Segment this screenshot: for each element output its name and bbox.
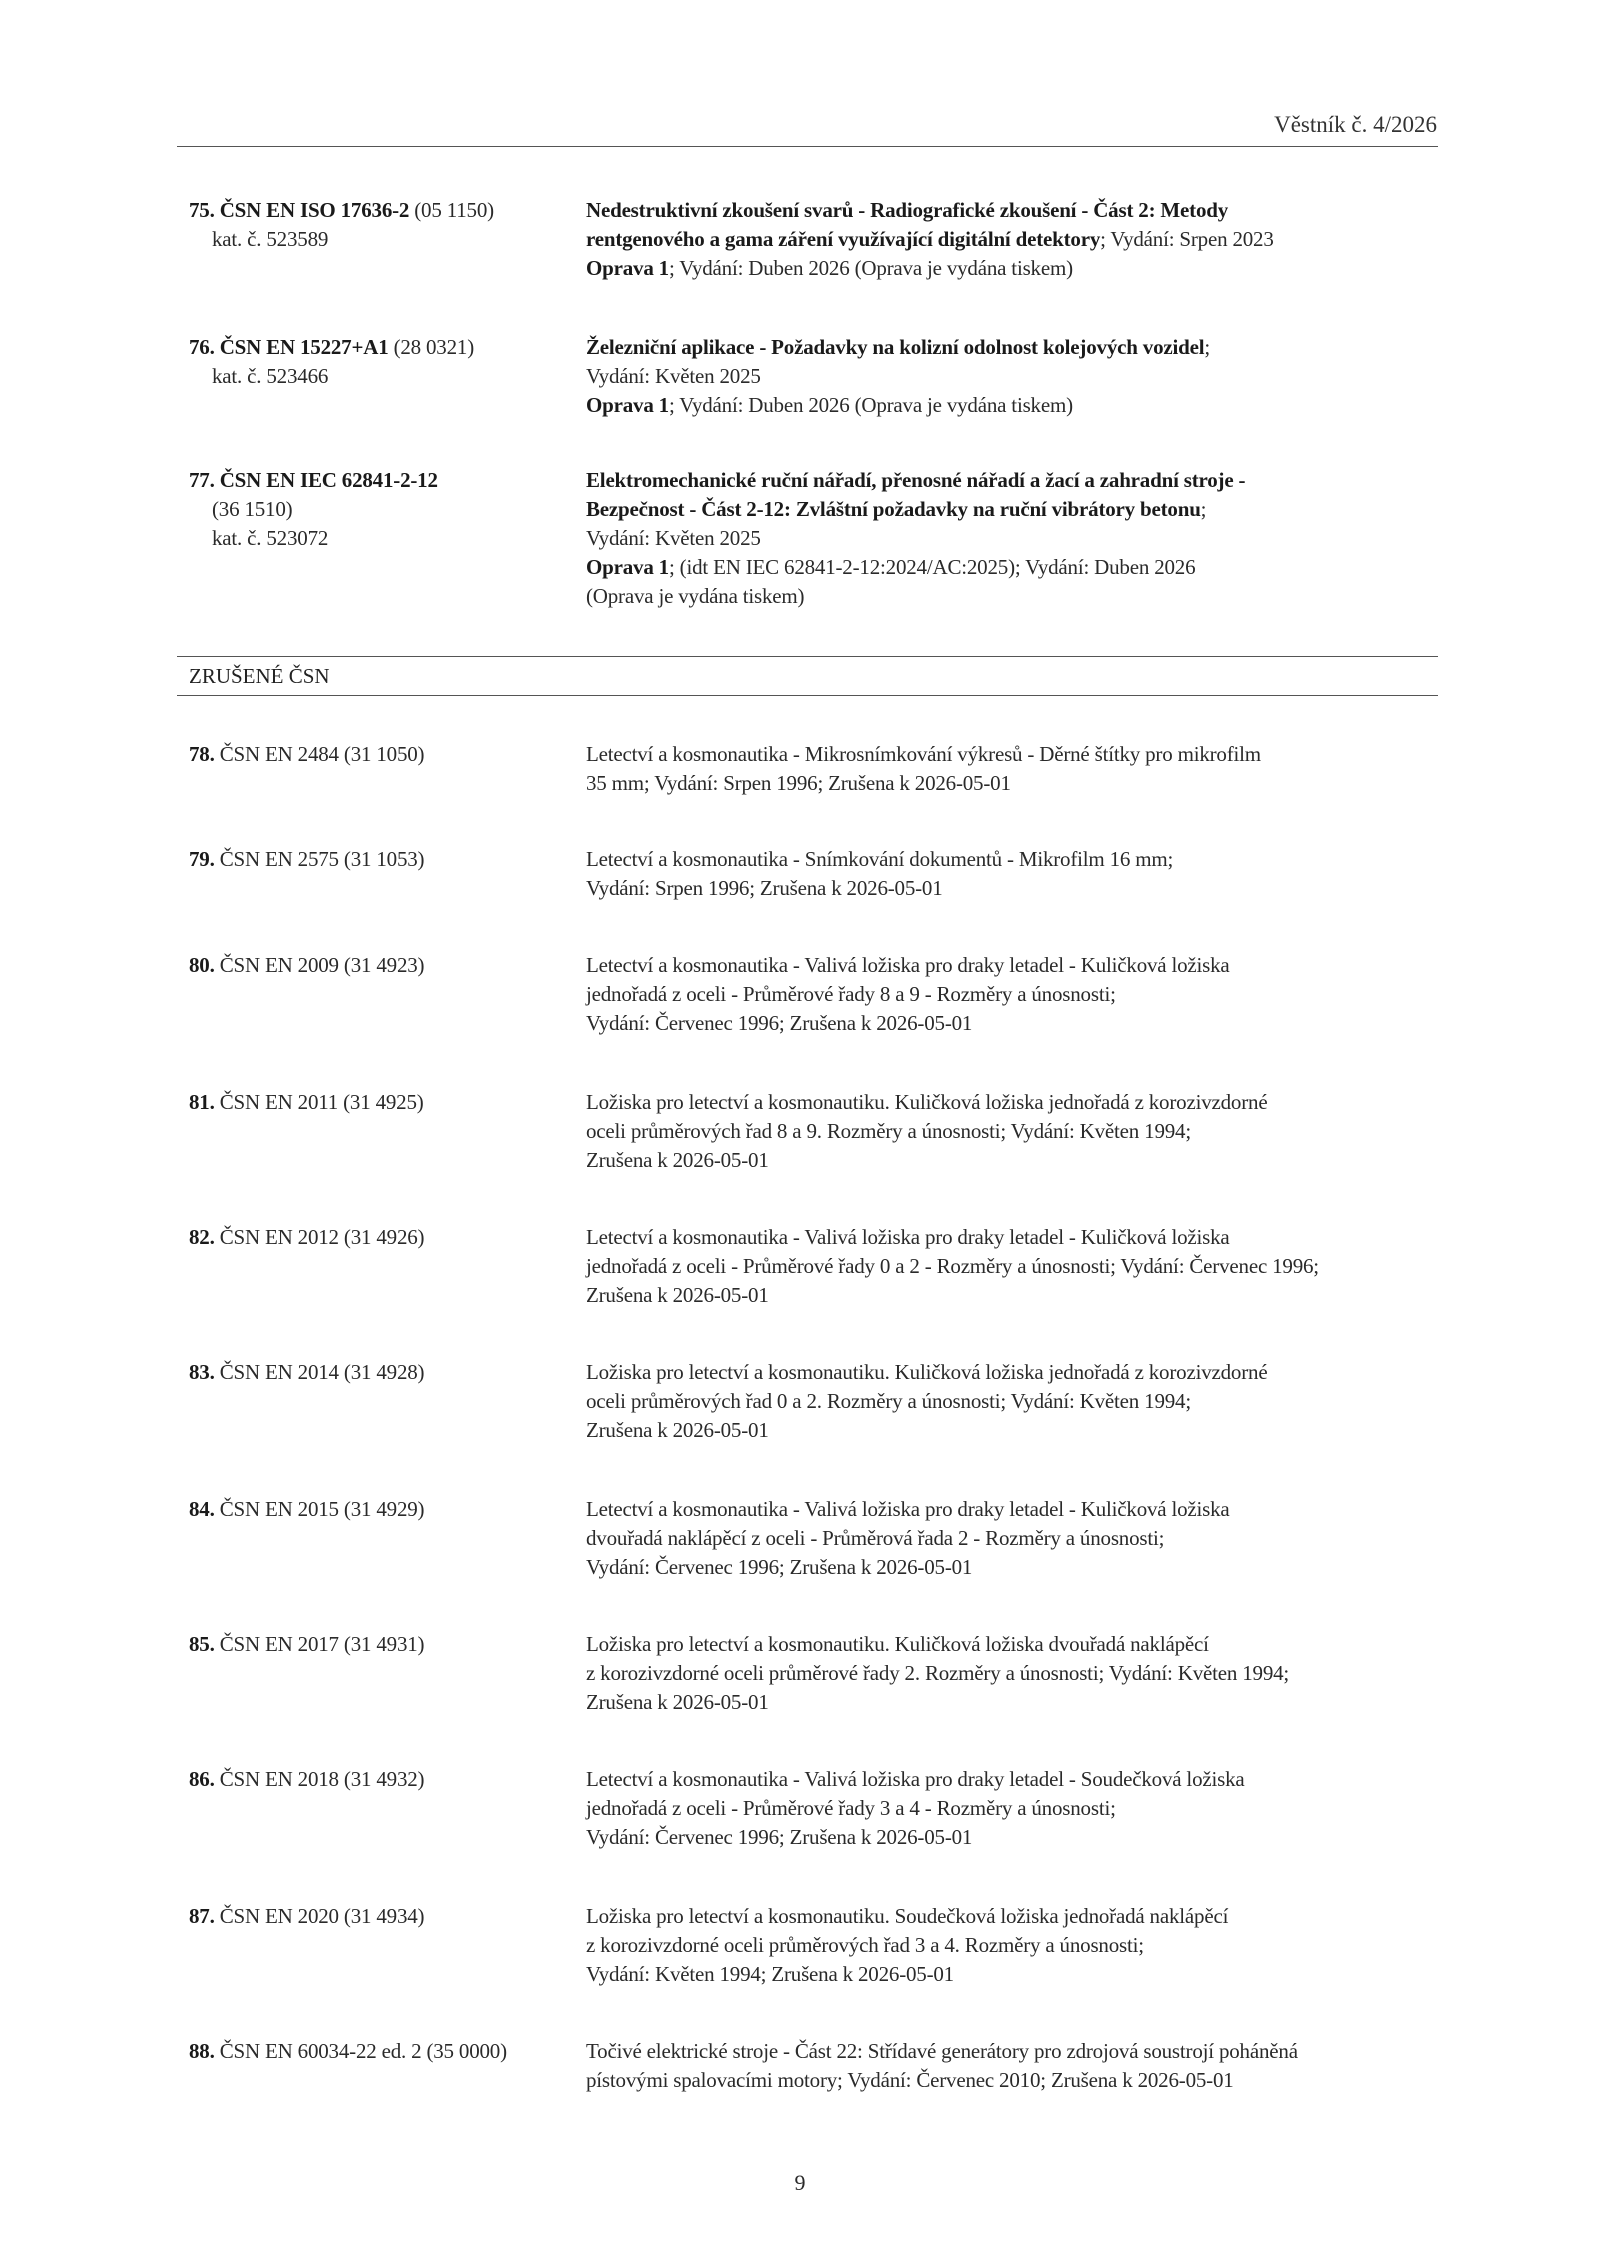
standard-description	[586, 1902, 1446, 1989]
description-line	[586, 1223, 1446, 1252]
description-line	[586, 1931, 1446, 1960]
bold-text: Nedestruktivní zkoušení svarů - Radiografické zkoušení - Část 2: Metody	[586, 198, 1229, 222]
text: ; Vydání: Duben 2026 (Oprava je vydána tiskem)	[669, 393, 1073, 417]
header-divider	[177, 146, 1438, 147]
description-line	[586, 254, 1446, 283]
text: Ložiska pro letectví a kosmonautiku. Kuličková ložiska jednořadá z korozivzdorné	[586, 1090, 1268, 1114]
description-line	[586, 1553, 1446, 1582]
text: ČSN EN 2009 (31 4923)	[214, 953, 425, 977]
standard-designation	[189, 1088, 579, 1117]
designation-line	[189, 524, 579, 553]
standard-description	[586, 740, 1446, 798]
text: ČSN EN 2020 (31 4934)	[214, 1904, 425, 1928]
designation-line	[189, 1223, 579, 1252]
text: Vydání: Květen 1994; Zrušena k 2026-05-01	[586, 1962, 954, 1986]
bold-text: 83.	[189, 1360, 215, 1384]
text: Vydání: Červenec 1996; Zrušena k 2026-05-01	[586, 1555, 973, 1579]
section-divider-top	[177, 656, 1438, 657]
standard-designation	[189, 951, 579, 980]
description-line	[586, 980, 1446, 1009]
description-line	[586, 196, 1446, 225]
text: ČSN EN 2484 (31 1050)	[214, 742, 425, 766]
standard-description	[586, 1765, 1446, 1852]
bold-text: 80.	[189, 953, 215, 977]
text: jednořadá z oceli - Průměrové řady 0 a 2 - Rozměry a únosnosti; Vydání: Červenec 1996;	[586, 1254, 1319, 1278]
text: Letectví a kosmonautika - Valivá ložiska pro draky letadel - Kuličková ložiska	[586, 953, 1230, 977]
description-line	[586, 1009, 1446, 1038]
standard-designation	[189, 1902, 579, 1931]
designation-line	[189, 1765, 579, 1794]
text: Zrušena k 2026-05-01	[586, 1148, 769, 1172]
description-line	[586, 1416, 1446, 1445]
standard-designation	[189, 1223, 579, 1252]
text: 35 mm; Vydání: Srpen 1996; Zrušena k 2026-05-01	[586, 771, 1011, 795]
text: Letectví a kosmonautika - Snímkování dokumentů - Mikrofilm 16 mm;	[586, 847, 1174, 871]
bold-text: Oprava 1	[586, 555, 669, 579]
standard-description	[586, 1630, 1446, 1717]
designation-line	[189, 196, 579, 225]
description-line	[586, 333, 1446, 362]
bold-text: 75. ČSN EN ISO 17636-2	[189, 198, 410, 222]
designation-line	[189, 466, 579, 495]
text: Vydání: Květen 2025	[586, 364, 761, 388]
standard-description	[586, 2037, 1446, 2095]
text: oceli průměrových řad 8 a 9. Rozměry a únosnosti; Vydání: Květen 1994;	[586, 1119, 1191, 1143]
bold-text: 79.	[189, 847, 215, 871]
description-line	[586, 553, 1446, 582]
description-line	[586, 1794, 1446, 1823]
standard-description	[586, 466, 1446, 611]
standard-description	[586, 845, 1446, 903]
description-line	[586, 1688, 1446, 1717]
text: dvouřadá naklápěcí z oceli - Průměrová řada 2 - Rozměry a únosnosti;	[586, 1526, 1165, 1550]
description-line	[586, 466, 1446, 495]
description-line	[586, 845, 1446, 874]
description-line	[586, 582, 1446, 611]
page-number: 9	[794, 2170, 806, 2195]
description-line	[586, 769, 1446, 798]
text: ČSN EN 2015 (31 4929)	[214, 1497, 425, 1521]
designation-line	[189, 845, 579, 874]
bold-text: Železniční aplikace - Požadavky na kolizní odolnost kolejových vozidel	[586, 335, 1205, 359]
description-line	[586, 1659, 1446, 1688]
bold-text: Bezpečnost - Část 2-12: Zvláštní požadavky na ruční vibrátory betonu	[586, 497, 1201, 521]
description-line	[586, 1387, 1446, 1416]
description-line	[586, 1630, 1446, 1659]
bold-text: 88.	[189, 2039, 215, 2063]
text: kat. č. 523466	[212, 364, 329, 388]
description-line	[586, 1902, 1446, 1931]
bold-text: Elektromechanické ruční nářadí, přenosné nářadí a žací a zahradní stroje -	[586, 468, 1246, 492]
description-line	[586, 951, 1446, 980]
bold-text: 86.	[189, 1767, 215, 1791]
standard-designation	[189, 1358, 579, 1387]
standard-description	[586, 951, 1446, 1038]
text: Letectví a kosmonautika - Valivá ložiska pro draky letadel - Soudečková ložiska	[586, 1767, 1245, 1791]
standard-description	[586, 1495, 1446, 1582]
designation-line	[189, 1358, 579, 1387]
bold-text: 78.	[189, 742, 215, 766]
text: Vydání: Červenec 1996; Zrušena k 2026-05-01	[586, 1011, 973, 1035]
description-line	[586, 524, 1446, 553]
text: ;	[1200, 497, 1207, 521]
designation-line	[189, 1902, 579, 1931]
text: oceli průměrových řad 0 a 2. Rozměry a únosnosti; Vydání: Květen 1994;	[586, 1389, 1191, 1413]
designation-line	[189, 1630, 579, 1659]
standard-designation	[189, 1765, 579, 1794]
text: pístovými spalovacími motory; Vydání: Červenec 2010; Zrušena k 2026-05-01	[586, 2068, 1234, 2092]
text: jednořadá z oceli - Průměrové řady 8 a 9 - Rozměry a únosnosti;	[586, 982, 1116, 1006]
text: Ložiska pro letectví a kosmonautiku. Soudečková ložiska jednořadá naklápěcí	[586, 1904, 1229, 1928]
bold-text: Oprava 1	[586, 256, 669, 280]
designation-line	[189, 333, 579, 362]
standard-designation	[189, 1630, 579, 1659]
description-line	[586, 1358, 1446, 1387]
bold-text: rentgenového a gama záření využívající digitální detektory	[586, 227, 1101, 251]
standard-designation	[189, 1495, 579, 1524]
description-line	[586, 1252, 1446, 1281]
text: ;	[1204, 335, 1210, 359]
standard-designation	[189, 466, 579, 553]
text: Vydání: Květen 2025	[586, 526, 761, 550]
text: Zrušena k 2026-05-01	[586, 1690, 769, 1714]
text: z korozivzdorné oceli průměrové řady 2. Rozměry a únosnosti; Vydání: Květen 1994;	[586, 1661, 1290, 1685]
description-line	[586, 1495, 1446, 1524]
designation-line	[189, 1088, 579, 1117]
text: Letectví a kosmonautika - Mikrosnímkování výkresů - Děrné štítky pro mikrofilm	[586, 742, 1261, 766]
standard-description	[586, 1358, 1446, 1445]
text: (28 0321)	[388, 335, 475, 359]
text: ČSN EN 2017 (31 4931)	[214, 1632, 425, 1656]
bold-text: 82.	[189, 1225, 215, 1249]
bold-text: 76. ČSN EN 15227+A1	[189, 335, 389, 359]
text: Vydání: Srpen 1996; Zrušena k 2026-05-01	[586, 876, 943, 900]
bold-text: 77. ČSN EN IEC 62841-2-12	[189, 468, 438, 492]
text: Letectví a kosmonautika - Valivá ložiska pro draky letadel - Kuličková ložiska	[586, 1225, 1230, 1249]
text: Vydání: Červenec 1996; Zrušena k 2026-05-01	[586, 1825, 973, 1849]
designation-line	[189, 951, 579, 980]
standard-description	[586, 333, 1446, 420]
standard-designation	[189, 845, 579, 874]
section-title: ZRUŠENÉ ČSN	[189, 664, 330, 688]
text: ČSN EN 2011 (31 4925)	[214, 1090, 424, 1114]
standard-designation	[189, 333, 579, 391]
description-line	[586, 1146, 1446, 1175]
bold-text: Oprava 1	[586, 393, 669, 417]
text: Ložiska pro letectví a kosmonautiku. Kuličková ložiska dvouřadá naklápěcí	[586, 1632, 1209, 1656]
bold-text: 87.	[189, 1904, 215, 1928]
text: ; Vydání: Srpen 2023	[1100, 227, 1274, 251]
standard-designation	[189, 2037, 579, 2066]
designation-line	[189, 740, 579, 769]
bulletin-title: Věstník č. 4/2026	[1274, 112, 1437, 137]
text: ČSN EN 2014 (31 4928)	[214, 1360, 425, 1384]
text: (36 1510)	[212, 497, 293, 521]
text: ČSN EN 2012 (31 4926)	[214, 1225, 425, 1249]
description-line	[586, 1117, 1446, 1146]
description-line	[586, 2037, 1446, 2066]
description-line	[586, 1088, 1446, 1117]
text: ČSN EN 2575 (31 1053)	[214, 847, 425, 871]
text: ČSN EN 60034-22 ed. 2 (35 0000)	[214, 2039, 507, 2063]
text: kat. č. 523589	[212, 227, 329, 251]
description-line	[586, 740, 1446, 769]
description-line	[586, 495, 1446, 524]
description-line	[586, 1281, 1446, 1310]
text: Zrušena k 2026-05-01	[586, 1418, 769, 1442]
text: kat. č. 523072	[212, 526, 329, 550]
text: ; (idt EN IEC 62841-2-12:2024/AC:2025); Vydání: Duben 2026	[669, 555, 1196, 579]
description-line	[586, 225, 1446, 254]
text: (05 1150)	[409, 198, 494, 222]
designation-line	[189, 362, 579, 391]
description-line	[586, 1960, 1446, 1989]
standard-description	[586, 196, 1446, 283]
standard-designation	[189, 196, 579, 254]
description-line	[586, 1524, 1446, 1553]
designation-line	[189, 1495, 579, 1524]
text: Ložiska pro letectví a kosmonautiku. Kuličková ložiska jednořadá z korozivzdorné	[586, 1360, 1268, 1384]
bold-text: 84.	[189, 1497, 215, 1521]
description-line	[586, 874, 1446, 903]
text: Točivé elektrické stroje - Část 22: Střídavé generátory pro zdrojová soustrojí poháněná	[586, 2039, 1298, 2063]
text: z korozivzdorné oceli průměrových řad 3 a 4. Rozměry a únosnosti;	[586, 1933, 1144, 1957]
description-line	[586, 1823, 1446, 1852]
text: Zrušena k 2026-05-01	[586, 1283, 769, 1307]
text: Letectví a kosmonautika - Valivá ložiska pro draky letadel - Kuličková ložiska	[586, 1497, 1230, 1521]
text: ; Vydání: Duben 2026 (Oprava je vydána tiskem)	[669, 256, 1073, 280]
text: jednořadá z oceli - Průměrové řady 3 a 4 - Rozměry a únosnosti;	[586, 1796, 1116, 1820]
standard-designation	[189, 740, 579, 769]
designation-line	[189, 495, 579, 524]
description-line	[586, 391, 1446, 420]
standard-description	[586, 1223, 1446, 1310]
bold-text: 85.	[189, 1632, 215, 1656]
text: (Oprava je vydána tiskem)	[586, 584, 805, 608]
text: ČSN EN 2018 (31 4932)	[214, 1767, 425, 1791]
description-line	[586, 362, 1446, 391]
standard-description	[586, 1088, 1446, 1175]
section-divider-bottom	[177, 695, 1438, 696]
bold-text: 81.	[189, 1090, 215, 1114]
description-line	[586, 1765, 1446, 1794]
description-line	[586, 2066, 1446, 2095]
designation-line	[189, 225, 579, 254]
designation-line	[189, 2037, 579, 2066]
